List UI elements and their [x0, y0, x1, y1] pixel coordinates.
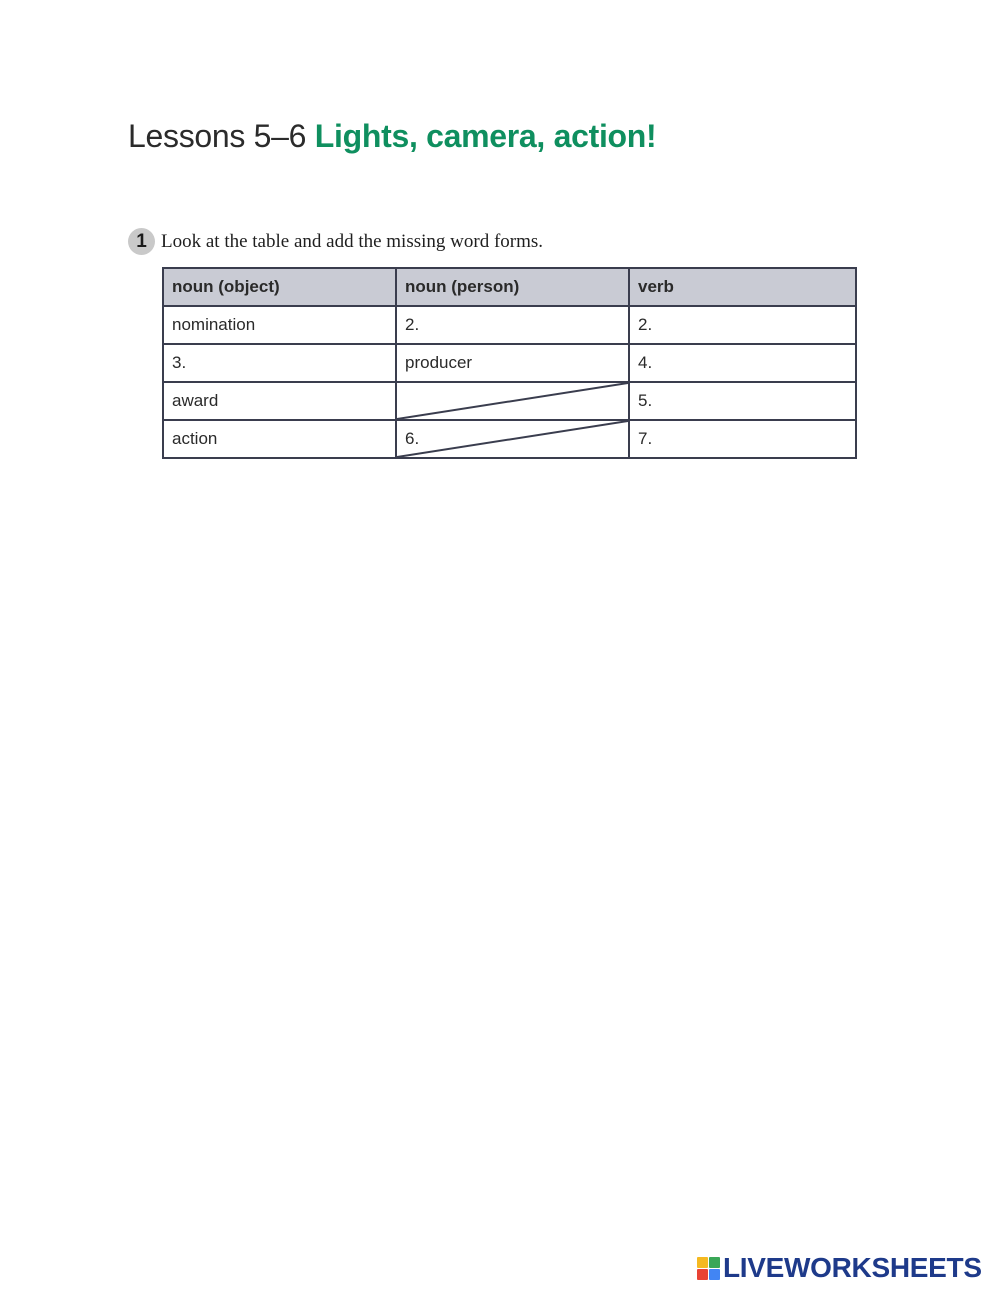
table-cell: nomination	[163, 306, 396, 344]
crossed-out-answer-cell[interactable]	[396, 420, 629, 458]
logo-block	[709, 1269, 720, 1280]
title-main: Lights, camera, action!	[314, 118, 657, 154]
brand-name: LIVEWORKSHEETS	[723, 1252, 982, 1283]
answer-cell[interactable]: 2.	[396, 306, 629, 344]
answer-cell[interactable]: 2.	[629, 306, 856, 344]
table-row	[163, 306, 856, 344]
table-cell: action	[163, 420, 396, 458]
exercise-text: Look at the table and add the missing word forms.	[161, 230, 544, 252]
header-verb: verb	[629, 268, 856, 306]
page-title	[128, 118, 656, 155]
diagonal-strike	[397, 383, 628, 419]
header-noun-person: noun (person)	[396, 268, 629, 306]
table-cell: award	[163, 382, 396, 420]
exercise-number-badge: 1	[128, 228, 155, 255]
answer-cell[interactable]: 4.	[629, 344, 856, 382]
logo-blocks-icon	[697, 1257, 720, 1280]
table-row	[163, 382, 856, 420]
crossed-out-cell	[396, 382, 629, 420]
answer-cell[interactable]: 7.	[629, 420, 856, 458]
table-cell: producer	[396, 344, 629, 382]
diagonal-strike	[397, 421, 628, 457]
logo-block	[697, 1269, 708, 1280]
table-row	[163, 420, 856, 458]
answer-cell[interactable]: 3.	[163, 344, 396, 382]
answer-cell[interactable]: 5.	[629, 382, 856, 420]
logo-block	[709, 1257, 720, 1268]
liveworksheets-logo	[697, 1252, 982, 1284]
table-row	[163, 344, 856, 382]
table-header-row	[163, 268, 856, 306]
title-prefix: Lessons 5–6	[128, 118, 307, 154]
header-noun-object: noun (object)	[163, 268, 396, 306]
logo-block	[697, 1257, 708, 1268]
crossed-cell-text: 6.	[405, 429, 420, 448]
word-forms-table	[162, 267, 857, 459]
exercise-instruction	[128, 228, 543, 255]
